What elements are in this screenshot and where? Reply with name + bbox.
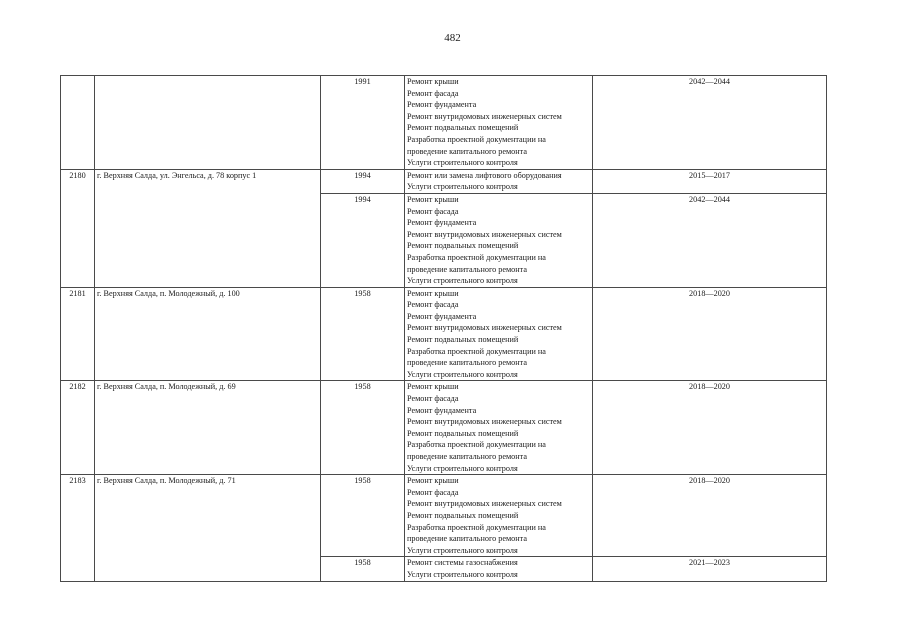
year-cell: 1994: [321, 193, 405, 287]
works-cell: [405, 381, 593, 475]
work-item: Разработка проектной документации на: [407, 522, 546, 532]
work-item: Ремонт подвальных помещений: [407, 428, 519, 438]
row-number-cell: 2180: [61, 169, 95, 287]
work-item: Ремонт внутридомовых инженерных систем: [407, 229, 562, 239]
work-item: Ремонт фундамента: [407, 218, 477, 228]
work-item: Услуги строительного контроля: [407, 182, 518, 192]
work-item: Ремонт подвальных помещений: [407, 123, 519, 133]
work-item: Разработка проектной документации на: [407, 252, 546, 262]
address-cell: г. Верхняя Салда, п. Молодежный, д. 71: [95, 475, 321, 581]
work-item: Ремонт фасада: [407, 394, 459, 404]
period-cell: 2018—2020: [593, 475, 827, 557]
works-cell: [405, 557, 593, 581]
work-item: проведение капитального ремонта: [407, 534, 527, 544]
work-item: Услуги строительного контроля: [407, 569, 518, 579]
work-item: Ремонт внутридомовых инженерных систем: [407, 111, 562, 121]
year-cell: 1994: [321, 169, 405, 193]
year-cell: 1958: [321, 381, 405, 475]
work-item: Ремонт или замена лифтового оборудования: [407, 170, 562, 180]
work-item: Услуги строительного контроля: [407, 158, 518, 168]
work-item: Ремонт фасада: [407, 300, 459, 310]
work-item: Ремонт подвальных помещений: [407, 510, 519, 520]
table-row: [61, 169, 827, 193]
table-row: [61, 381, 827, 475]
work-item: Ремонт внутридомовых инженерных систем: [407, 417, 562, 427]
work-item: Услуги строительного контроля: [407, 545, 518, 555]
period-cell: 2015—2017: [593, 169, 827, 193]
address-cell: г. Верхняя Салда, ул. Энгельса, д. 78 корпус 1: [95, 169, 321, 287]
period-cell: 2021—2023: [593, 557, 827, 581]
work-item: Услуги строительного контроля: [407, 369, 518, 379]
work-item: Ремонт внутридомовых инженерных систем: [407, 499, 562, 509]
table-row: [61, 287, 827, 381]
work-item: Ремонт крыши: [407, 77, 459, 86]
address-cell: г. Верхняя Салда, п. Молодежный, д. 69: [95, 381, 321, 475]
row-number-cell: [61, 76, 95, 170]
work-item: Ремонт подвальных помещений: [407, 335, 519, 345]
work-item: Ремонт фундамента: [407, 405, 477, 415]
address-cell: г. Верхняя Салда, п. Молодежный, д. 100: [95, 287, 321, 381]
work-item: Услуги строительного контроля: [407, 276, 518, 286]
works-cell: [405, 287, 593, 381]
work-item: Разработка проектной документации на: [407, 440, 546, 450]
work-item: Разработка проектной документации на: [407, 134, 546, 144]
work-item: Ремонт фасада: [407, 487, 459, 497]
address-cell: [95, 76, 321, 170]
year-cell: 1958: [321, 475, 405, 557]
work-item: Ремонт фундамента: [407, 100, 477, 110]
work-item: проведение капитального ремонта: [407, 452, 527, 461]
work-item: Услуги строительного контроля: [407, 463, 518, 473]
row-number-cell: 2182: [61, 381, 95, 475]
work-item: Ремонт подвальных помещений: [407, 241, 519, 251]
work-item: Ремонт крыши: [407, 382, 459, 392]
works-cell: [405, 193, 593, 287]
table-row: [61, 76, 827, 170]
work-item: Ремонт фундамента: [407, 311, 477, 321]
work-item: Ремонт крыши: [407, 476, 459, 486]
row-number-cell: 2183: [61, 475, 95, 581]
year-cell: 1958: [321, 287, 405, 381]
works-cell: [405, 76, 593, 170]
year-cell: 1958: [321, 557, 405, 581]
table-row: [61, 475, 827, 557]
works-cell: [405, 475, 593, 557]
work-item: проведение капитального ремонта: [407, 358, 527, 368]
year-cell: 1991: [321, 76, 405, 170]
work-item: проведение капитального ремонта: [407, 264, 527, 274]
work-item: проведение капитального ремонта: [407, 146, 527, 156]
period-cell: 2018—2020: [593, 287, 827, 381]
work-item: Ремонт внутридомовых инженерных систем: [407, 323, 562, 333]
work-item: Ремонт крыши: [407, 288, 459, 298]
works-cell: [405, 169, 593, 193]
work-item: Разработка проектной документации на: [407, 346, 546, 356]
repair-schedule-table: [60, 75, 827, 582]
page-number: 482: [444, 32, 461, 44]
period-cell: 2042—2044: [593, 76, 827, 170]
row-number-cell: 2181: [61, 287, 95, 381]
period-cell: 2018—2020: [593, 381, 827, 475]
work-item: Ремонт системы газоснабжения: [407, 558, 518, 568]
period-cell: 2042—2044: [593, 193, 827, 287]
work-item: Ремонт фасада: [407, 206, 459, 216]
work-item: Ремонт фасада: [407, 88, 459, 98]
work-item: Ремонт крыши: [407, 194, 459, 204]
